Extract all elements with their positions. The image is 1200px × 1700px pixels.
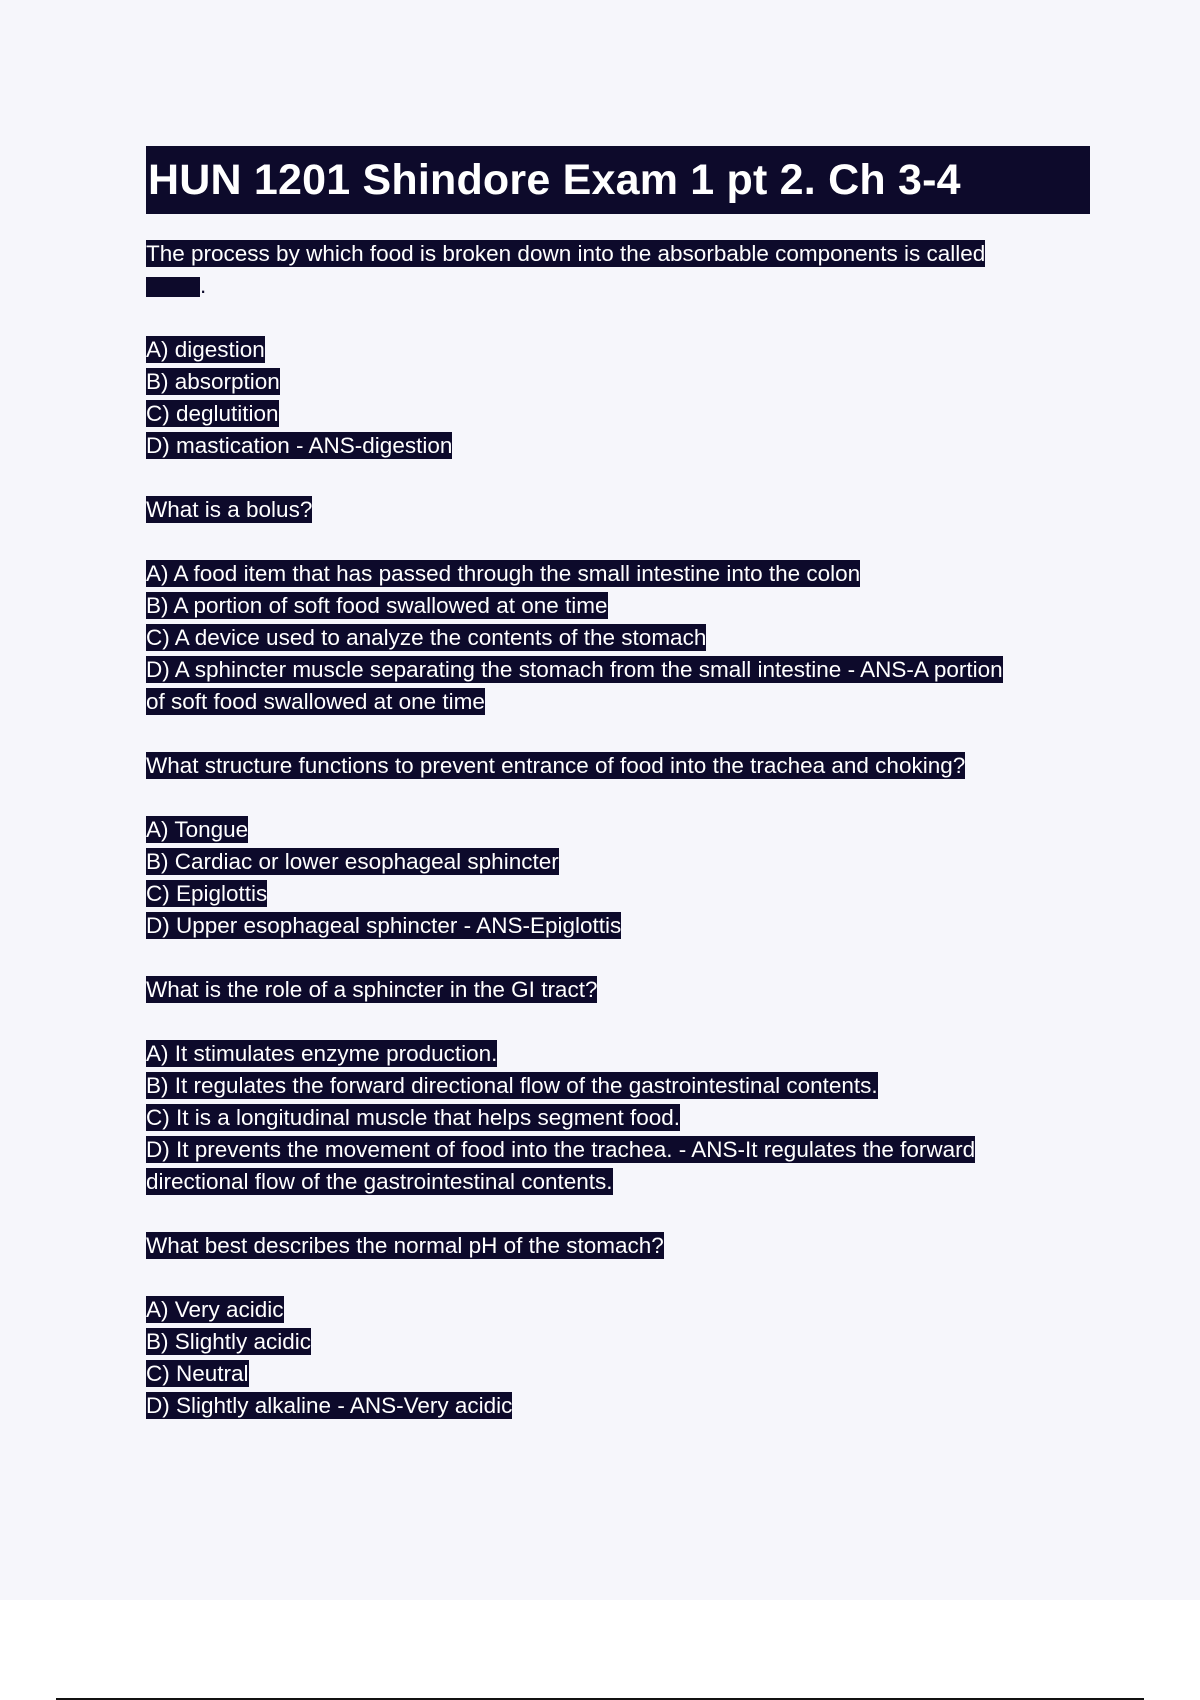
answer-option-text: directional flow of the gastrointestinal contents. [146, 1169, 613, 1194]
document-content [146, 146, 1090, 1422]
answer-blank [146, 277, 200, 297]
answer-option-text: A) It stimulates enzyme production. [146, 1041, 498, 1066]
answer-option-text: D) mastication - ANS-digestion [146, 433, 453, 458]
answer-option-text: B) absorption [146, 369, 280, 394]
answer-option [146, 1326, 1090, 1358]
answer-option-text: D) Slightly alkaline - ANS-Very acidic [146, 1393, 513, 1418]
question-stem-text: What is the role of a sphincter in the GI tract? [146, 977, 598, 1002]
answer-option [146, 558, 1090, 590]
question-stem-line [146, 494, 1090, 526]
question-stem-line [146, 270, 1090, 302]
answer-option [146, 814, 1090, 846]
answer-option [146, 366, 1090, 398]
answer-option-continued [146, 1166, 1090, 1198]
answer-option-text: B) A portion of soft food swallowed at one time [146, 593, 608, 618]
answer-option-continued [146, 686, 1090, 718]
answer-option-text: C) A device used to analyze the contents of the stomach [146, 625, 707, 650]
question-2 [146, 494, 1090, 718]
question-stem-line [146, 238, 1090, 270]
question-stem-text: What is a bolus? [146, 497, 313, 522]
title-bar [146, 146, 1090, 214]
answer-option [146, 1070, 1090, 1102]
answer-option-text: D) It prevents the movement of food into the trachea. - ANS-It regulates the forward [146, 1137, 976, 1162]
question-stem-line [146, 974, 1090, 1006]
answer-option [146, 1134, 1090, 1166]
answer-option [146, 910, 1090, 942]
answer-option [146, 846, 1090, 878]
question-1 [146, 238, 1090, 462]
document-title: HUN 1201 Shindore Exam 1 pt 2. Ch 3-4 [148, 155, 961, 204]
answer-option-text: C) deglutition [146, 401, 279, 426]
question-stem-text: The process by which food is broken down into the absorbable components is called [146, 241, 986, 266]
answer-option-text: C) It is a longitudinal muscle that helps segment food. [146, 1105, 681, 1130]
answer-option [146, 1038, 1090, 1070]
question-3 [146, 750, 1090, 942]
answer-option-text: A) A food item that has passed through the small intestine into the colon [146, 561, 861, 586]
question-4 [146, 974, 1090, 1198]
answer-option-text: B) It regulates the forward directional flow of the gastrointestinal contents. [146, 1073, 878, 1098]
answer-option [146, 1358, 1090, 1390]
answer-option [146, 1390, 1090, 1422]
question-stem-line [146, 1230, 1090, 1262]
answer-option-text: C) Neutral [146, 1361, 249, 1386]
answer-option [146, 334, 1090, 366]
answer-option-text: D) A sphincter muscle separating the stomach from the small intestine - ANS-A portion [146, 657, 1003, 682]
question-stem-text: What structure functions to prevent entrance of food into the trachea and choking? [146, 753, 966, 778]
answer-option-text: A) Very acidic [146, 1297, 284, 1322]
answer-option [146, 430, 1090, 462]
question-stem-text: What best describes the normal pH of the stomach? [146, 1233, 664, 1258]
answer-option [146, 398, 1090, 430]
answer-option [146, 1294, 1090, 1326]
answer-option-text: A) digestion [146, 337, 265, 362]
answer-option-text: D) Upper esophageal sphincter - ANS-Epiglottis [146, 913, 622, 938]
answer-option-text: B) Cardiac or lower esophageal sphincter [146, 849, 559, 874]
answer-option [146, 878, 1090, 910]
question-stem-text: . [200, 273, 207, 298]
answer-option-text: C) Epiglottis [146, 881, 268, 906]
answer-option-text: of soft food swallowed at one time [146, 689, 485, 714]
question-5 [146, 1230, 1090, 1422]
answer-option [146, 1102, 1090, 1134]
question-stem-line [146, 750, 1090, 782]
answer-option [146, 590, 1090, 622]
answer-option [146, 622, 1090, 654]
answer-option-text: B) Slightly acidic [146, 1329, 312, 1354]
answer-option-text: A) Tongue [146, 817, 249, 842]
answer-option [146, 654, 1090, 686]
